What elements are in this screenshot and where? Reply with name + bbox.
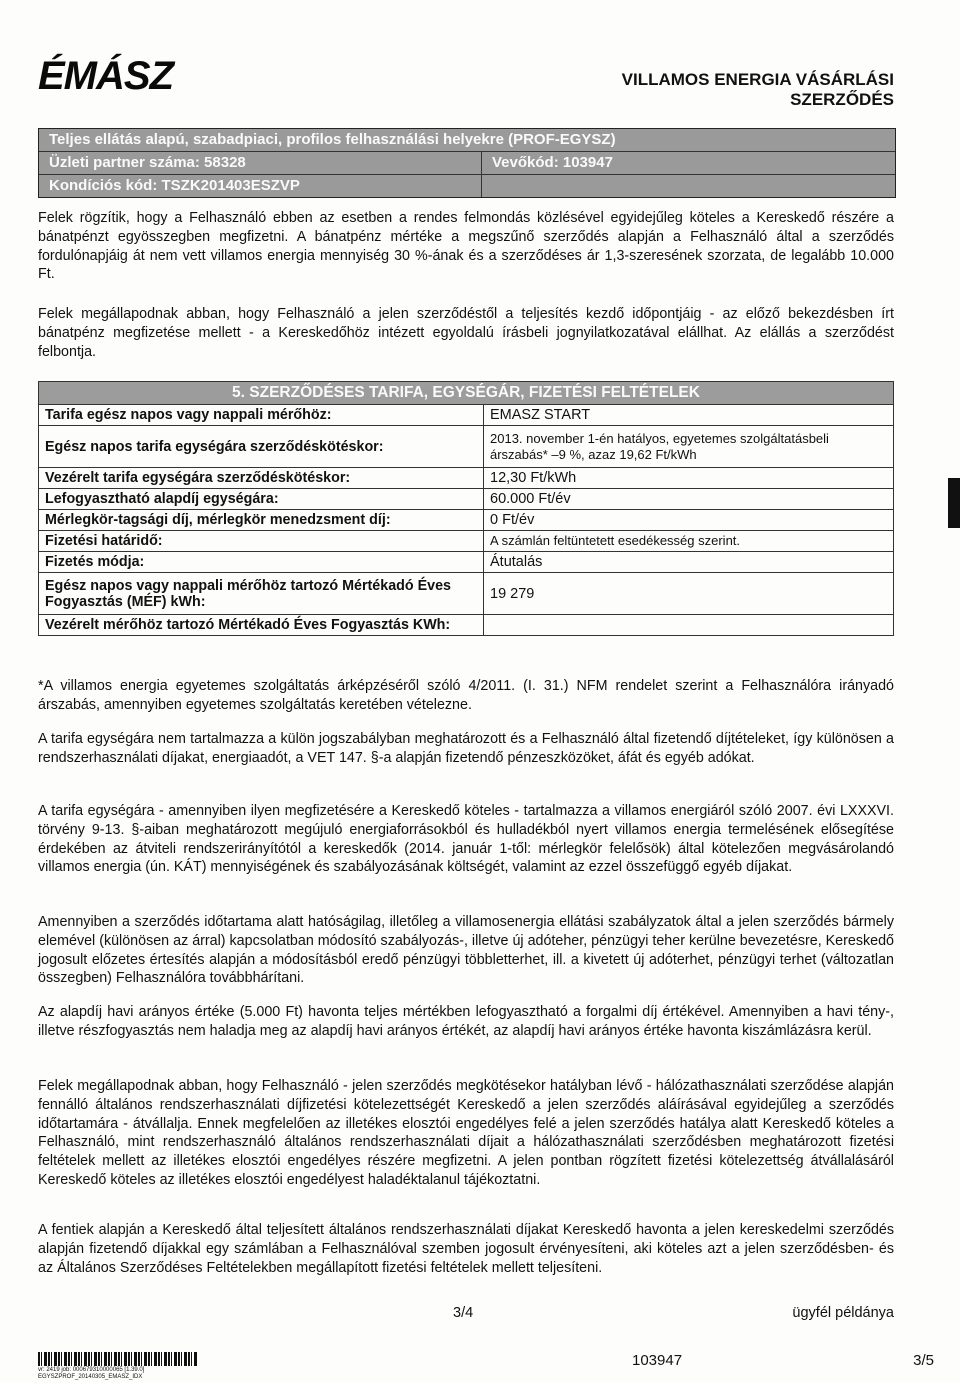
row-value: EMASZ START bbox=[484, 405, 894, 426]
row-value: 19 279 bbox=[484, 573, 894, 615]
table-row bbox=[39, 510, 894, 531]
tariff-table bbox=[38, 381, 894, 636]
header-empty-cell bbox=[481, 175, 895, 197]
paragraph-footnote: *A villamos energia egyetemes szolgáltatás árképzéséről szóló 4/2011. (I. 31.) NFM rendelet szerint a Felhasználóra irányadó árszabás, amennyiben egyetemes szolgáltatás keretében vételezne. bbox=[38, 678, 894, 713]
header-row-condition bbox=[39, 175, 895, 197]
header-row-product bbox=[39, 129, 895, 152]
page-number: 3/5 bbox=[913, 1352, 934, 1369]
row-label: Vezérelt mérőhöz tartozó Mértékadó Éves Fogyasztás KWh: bbox=[39, 615, 484, 636]
row-label: Fizetési határidő: bbox=[39, 531, 484, 552]
row-value: 12,30 Ft/kWh bbox=[484, 468, 894, 489]
tariff-table-title: 5. SZERZŐDÉSES TARIFA, EGYSÉGÁR, FIZETÉSI FELTÉTELEK bbox=[39, 382, 894, 405]
table-row bbox=[39, 405, 894, 426]
table-row bbox=[39, 615, 894, 636]
table-row bbox=[39, 468, 894, 489]
partner-number: Üzleti partner száma: 58328 bbox=[49, 154, 246, 171]
table-row bbox=[39, 489, 894, 510]
barcode-text: vr: 2419 job: 000679310000065 [1.39.0] EGYSZPROF_20140305_EMASZ_IDX bbox=[38, 1367, 145, 1380]
paragraph-penalty: Felek rögzítik, hogy a Felhasználó ebben az esetben a rendes felmondás közlésével egyidejűleg köteles a Kereskedő részére a bánatpénzt egyösszegben megfizetni. A bánatpénz mértéke a megszűnő szerződés alapján a Felhasználó által a szerződés fordulónapjáig át nem vett villamos energia mennyiség 30 %-ának és a szerződéses ár 1,3-szeresének szorzata, de legalább 10.000 Ft. bbox=[38, 210, 894, 283]
row-label: Egész napos tarifa egységára szerződéskötéskor: bbox=[39, 426, 484, 468]
row-label: Egész napos vagy nappali mérőhöz tartozó Mértékadó Éves Fogyasztás (MÉF) kWh: bbox=[39, 573, 484, 615]
paragraph-billing: A fentiek alapján a Kereskedő által teljesített általános rendszerhasználati díjakat Kereskedő havonta a jelen kereskedelmi szerződés alapján fizetendő díjakkal egy számlában a Felhasználóval szemben jogosult érvényesíteni, aki köteles azt a jelen szerződésben- és az Általános Szerződéses Feltételekben megállapított fizetési feltételek mellett teljesíteni. bbox=[38, 1222, 894, 1276]
row-label: Fizetés módja: bbox=[39, 552, 484, 573]
row-value: 2013. november 1-én hatályos, egyetemes szolgáltatásbeli árszabás* –9 %, azaz 19,62 Ft/kWh bbox=[484, 426, 894, 468]
buyer-code: Vevőkód: 103947 bbox=[481, 152, 895, 174]
barcode bbox=[38, 1352, 198, 1366]
customer-code: 103947 bbox=[632, 1352, 683, 1369]
row-value: A számlán feltüntetett esedékesség szerint. bbox=[484, 531, 894, 552]
paragraph-withdrawal: Felek megállapodnak abban, hogy Felhasználó a jelen szerződéstől a teljesítés kezdő időpontjáig - az előző bekezdésben írt bánatpénz megfizetése mellett - a Kereskedőhöz intézett egyoldalú írásbeli jognyilatkozatával elállhat. Az elállás a szerződést felbontja. bbox=[38, 306, 894, 360]
page-of-label: 3/4 bbox=[453, 1305, 474, 1321]
row-value: Átutalás bbox=[484, 552, 894, 573]
logo: ÉMÁSZ bbox=[38, 54, 173, 98]
edge-mark bbox=[948, 478, 960, 528]
document-title: VILLAMOS ENERGIA VÁSÁRLÁSI SZERZŐDÉS bbox=[621, 70, 894, 109]
row-label: Vezérelt tarifa egységára szerződéskötéskor: bbox=[39, 468, 484, 489]
header-row-ids bbox=[39, 152, 895, 175]
paragraph-network-fee: Felek megállapodnak abban, hogy Felhasználó - jelen szerződés megkötésekor hatályban lévő - hálózathasználati szerződése alapján fennálló általános rendszerhasználati díjfizetési kötelezettségét Kereskedő a jelen szerződés aláírásával egyidejűleg a szerződés időtartamára - átvállalja. Ennek megfelelően az illetékes elosztói engedélyes felé a jelen szerződés hatálya alatt Kereskedő köteles a Felhasználó, mint rendszerhasználó általános rendszerhasználati díjait a hálózathasználati szerződésben meghatározott fizetési feltételek mellett az illetékes elosztói engedélyes részére megfizetni. A jelen pontban rögzített fizetési kötelezettség átvállalásáról Kereskedő köteles az illetékes elosztói engedélyest haladéktalanul tájékoztatni. bbox=[38, 1078, 894, 1188]
table-row bbox=[39, 573, 894, 615]
condition-code: Kondíciós kód: TSZK201403ESZVP bbox=[49, 177, 300, 194]
table-row bbox=[39, 426, 894, 468]
row-label: Tarifa egész napos vagy nappali mérőhöz: bbox=[39, 405, 484, 426]
paragraph-kat: A tarifa egységára - amennyiben ilyen megfizetésére a Kereskedő köteles - tartalmazza a villamos energiáról szóló 2007. évi LXXXVI. törvény 9-13. §-aiban meghatározott megújuló energiaforrásokból és hulladékból nyert villamos energia termelésének elősegítése érdekében az átviteli rendszerirányítótól a kereskedők (2014. január 1-től: mérlegkör felelősök) által kötelezően megvásárolandó villamos energia (ún. KÁT) mennyiségének és szabályozásának költségét, valamint az ezzel összefüggő egyéb díjakat. bbox=[38, 803, 894, 876]
row-label: Lefogyasztható alapdíj egységára: bbox=[39, 489, 484, 510]
row-value: 0 Ft/év bbox=[484, 510, 894, 531]
table-row bbox=[39, 552, 894, 573]
paragraph-base-fee: Az alapdíj havi arányos értéke (5.000 Ft) havonta teljes mértékben lefogyasztható a forgalmi díj értékével. Amennyiben a havi tény-, illetve részfogyasztás nem haladja meg az alapdíj havi arányos értékét, az alapdíj havi arányos értéke havonta kiszámlázásra kerül. bbox=[38, 1004, 894, 1039]
row-value: 60.000 Ft/év bbox=[484, 489, 894, 510]
row-label: Mérlegkör-tagsági díj, mérlegkör menedzsment díj: bbox=[39, 510, 484, 531]
copy-label: ügyfél példánya bbox=[792, 1305, 894, 1321]
row-value bbox=[484, 615, 894, 636]
table-row bbox=[39, 531, 894, 552]
paragraph-regulatory-change: Amennyiben a szerződés időtartama alatt hatóságilag, illetőleg a villamosenergia ellátási szabályzatok által a jelen szerződés bármely elemével (különösen az árral) kapcsolatban módosító szabályozás-, illetve új adóteher, pénzügyi teher kerülne bevezetésre, Kereskedő jogosult előzetes értesítés alapján a módosításból eredő pénzügyi többletterhet, ill. a kivetett új adóterhet, pénzügyi terhet (változatlan összegben) Felhasználóra továbbhárítani. bbox=[38, 914, 894, 987]
product-line: Teljes ellátás alapú, szabadpiaci, profilos felhasználási helyekre (PROF-EGYSZ) bbox=[49, 131, 616, 148]
paragraph-tariff-exclusions: A tarifa egységára nem tartalmazza a külön jogszabályban meghatározott és a Felhasználó által fizetendő díjtételeket, így különösen a rendszerhasználati díjakat, energiaadót, a VET 147. §-a alapján fizetendő pénzeszközöket, áfát és egyéb adókat. bbox=[38, 731, 894, 766]
contract-header-box bbox=[38, 128, 896, 198]
